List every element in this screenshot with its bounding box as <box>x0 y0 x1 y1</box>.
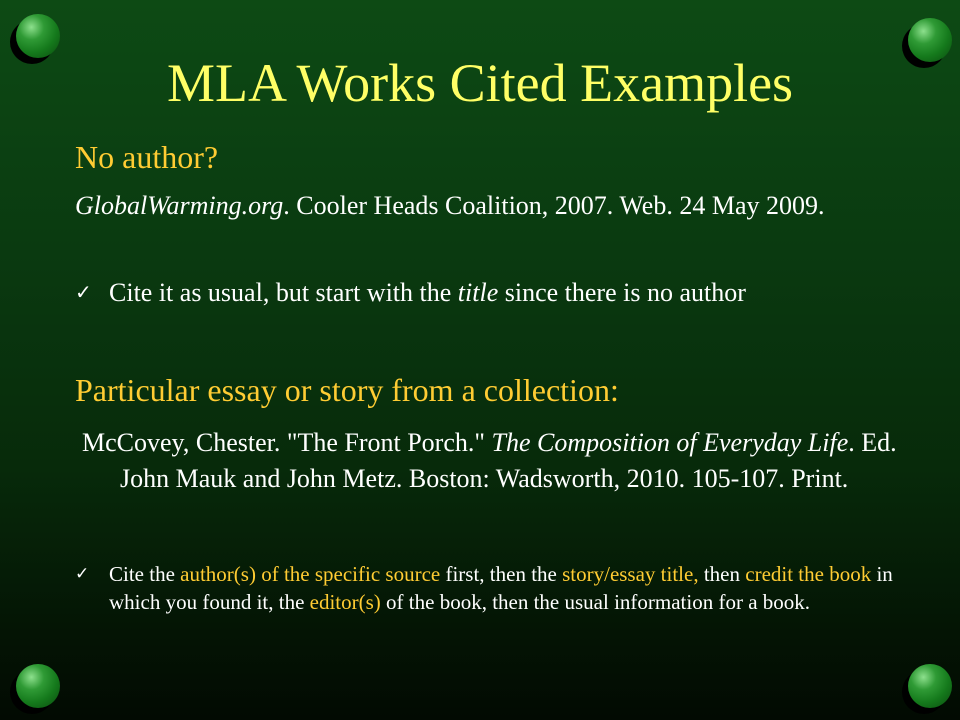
citation-collection <box>82 425 910 497</box>
citation-author-title: McCovey, Chester. "The Front Porch." <box>82 428 492 457</box>
note-collection <box>75 560 905 616</box>
highlight-author: author(s) of the specific source <box>180 562 441 586</box>
highlight-credit-book: credit the book <box>745 562 872 586</box>
checkmark-icon: ✓ <box>75 564 90 583</box>
section-heading-no-author: No author? <box>75 139 219 175</box>
citation-website-title: GlobalWarming.org <box>75 191 284 220</box>
green-orb-icon <box>908 664 956 712</box>
highlight-story-title: story/essay title, <box>562 562 699 586</box>
section-heading-collection: Particular essay or story from a collection: <box>75 372 619 408</box>
green-orb-icon <box>16 664 64 712</box>
note-no-author <box>75 275 746 311</box>
slide-title: MLA Works Cited Examples <box>166 53 794 113</box>
note-text: Cite the author(s) of the specific source first, then the story/essay title, then credit the book in which you found it, the editor(s) of the book, then the usual information for a book. <box>109 562 893 614</box>
citation-no-author <box>75 188 943 224</box>
citation-publication: . Ed. John Mauk and John Metz. Boston: Wadsworth, 2010. 105-107. Print. <box>120 428 897 493</box>
note-text: Cite it as usual, but start with the title since there is no author <box>109 278 746 307</box>
citation-book-title: The Composition of Everyday Life <box>491 428 849 457</box>
checkmark-icon: ✓ <box>75 282 92 304</box>
citation-details: . Cooler Heads Coalition, 2007. Web. 24 May 2009. <box>283 191 825 220</box>
highlight-editors: editor(s) <box>309 590 381 614</box>
